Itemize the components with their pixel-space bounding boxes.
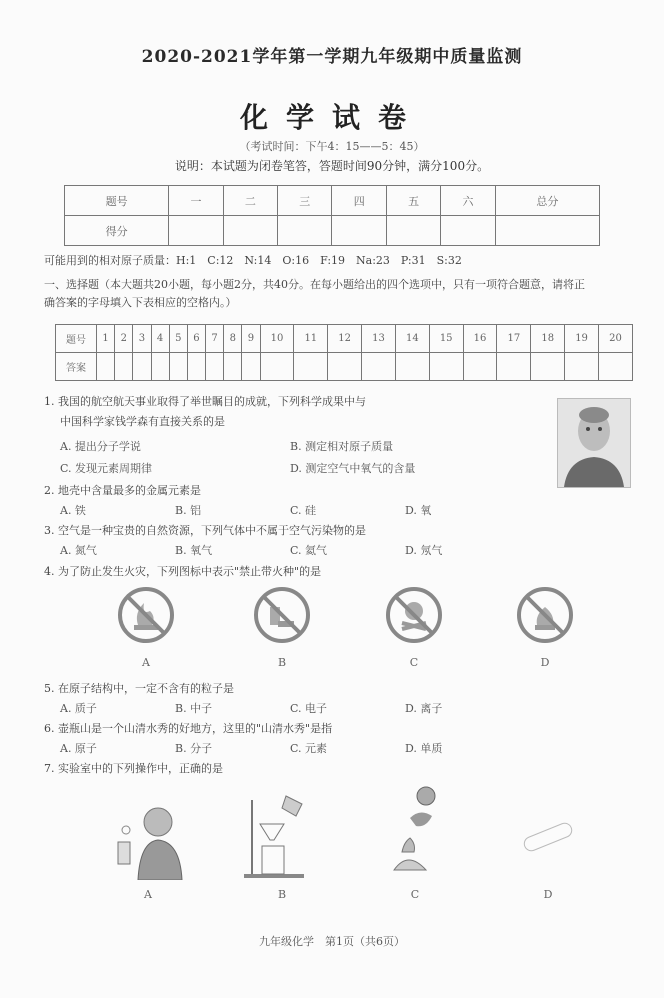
answer-cell[interactable]: [169, 353, 187, 381]
answer-cell[interactable]: [429, 353, 463, 381]
score-cell[interactable]: [223, 216, 277, 246]
section-one-line1: 一、选择题（本大题共20小题，每小题2分，共40分。在每小题给出的四个选项中，只有一项符合题意，请将正: [44, 278, 585, 291]
exam-time: （考试时间：下午4：15——5：45）: [239, 140, 425, 153]
answer-table-answer-row: [56, 353, 633, 381]
score-table-cell: 总分: [495, 186, 599, 216]
question-3-option-d: D. 氖气: [405, 544, 443, 557]
answer-table-number: 11: [294, 325, 328, 353]
answer-cell[interactable]: [115, 353, 133, 381]
answer-cell[interactable]: [97, 353, 115, 381]
answer-table-label: 题号: [56, 325, 97, 353]
test-tube-illustration-icon: [515, 810, 585, 874]
answer-table-number: 13: [362, 325, 396, 353]
sign-label-a: A: [142, 656, 150, 669]
atomic-masses: 可能用到的相对原子质量：H:1 C:12 N:14 O:16 F:19 Na:23 P:31 S:32: [44, 254, 462, 267]
answer-cell[interactable]: [328, 353, 362, 381]
answer-table-number: 6: [187, 325, 205, 353]
score-cell[interactable]: [386, 216, 440, 246]
answer-cell[interactable]: [206, 353, 224, 381]
sign-label-d: D: [540, 656, 550, 669]
score-cell[interactable]: [278, 216, 332, 246]
scientist-portrait-image: [557, 398, 631, 488]
instructions: 说明：本试题为闭卷笔答，答题时间90分钟，满分100分。: [174, 159, 490, 173]
question-5-option-c: C. 电子: [290, 702, 328, 715]
answer-table-number: 3: [133, 325, 151, 353]
no-open-flame-sign-icon: [515, 585, 575, 649]
question-3-option-a: A. 氮气: [60, 544, 97, 557]
answer-table-number: 10: [260, 325, 294, 353]
no-poison-sign-icon: [384, 585, 444, 649]
score-table-cell: 五: [386, 186, 440, 216]
answer-cell[interactable]: [497, 353, 531, 381]
question-2-stem: 2. 地壳中含量最多的金属元素是: [44, 484, 201, 497]
answer-table-number: 19: [565, 325, 599, 353]
score-table-cell: 六: [441, 186, 495, 216]
answer-cell[interactable]: [463, 353, 497, 381]
filtration-apparatus-icon: [240, 790, 320, 884]
question-1-stem-line2: 中国科学家钱学森有直接关系的是: [60, 415, 225, 428]
question-1-option-b: B. 测定相对原子质量: [290, 440, 394, 453]
figure-label-a: A: [144, 888, 152, 901]
question-3-stem: 3. 空气是一种宝贵的自然资源，下列气体中不属于空气污染物的是: [44, 524, 366, 537]
score-table-cell: 二: [223, 186, 277, 216]
answer-table-number: 9: [242, 325, 260, 353]
score-table-cell: 四: [332, 186, 386, 216]
exam-title: 2020-2021学年第一学期九年级期中质量监测: [141, 47, 523, 67]
blowing-out-lamp-illustration-icon: [380, 780, 450, 884]
answer-table-number: 7: [206, 325, 224, 353]
answer-table-number: 2: [115, 325, 133, 353]
answer-table-label: 答案: [56, 353, 97, 381]
score-table-cell: 三: [278, 186, 332, 216]
answer-table-number: 8: [224, 325, 242, 353]
question-3-option-c: C. 氦气: [290, 544, 328, 557]
answer-table-number: 16: [463, 325, 497, 353]
question-1-option-c: C. 发现元素周期律: [60, 462, 153, 475]
score-cell[interactable]: [441, 216, 495, 246]
answer-cell[interactable]: [395, 353, 429, 381]
score-table-cell: 一: [169, 186, 223, 216]
question-6-option-d: D. 单质: [405, 742, 443, 755]
section-one-instructions: [44, 276, 585, 312]
question-2-option-d: D. 氧: [405, 504, 432, 517]
answer-table-number: 20: [598, 325, 632, 353]
question-1-option-d: D. 测定空气中氧气的含量: [290, 462, 416, 475]
no-fire-sign-icon: [116, 585, 176, 649]
answer-table-number: 14: [395, 325, 429, 353]
answer-cell[interactable]: [362, 353, 396, 381]
question-6-option-b: B. 分子: [175, 742, 213, 755]
question-5-stem: 5. 在原子结构中，一定不含有的粒子是: [44, 682, 234, 695]
answer-table-number: 4: [151, 325, 169, 353]
question-1-stem-line1: 1. 我国的航空航天事业取得了举世瞩目的成就，下列科学成果中与: [44, 395, 366, 408]
score-table-score-row: [65, 216, 600, 246]
page-footer: 九年级化学 第1页（共6页）: [259, 935, 405, 948]
question-5-option-a: A. 质子: [60, 702, 97, 715]
answer-cell[interactable]: [187, 353, 205, 381]
sign-label-b: B: [277, 656, 287, 669]
figure-label-d: D: [543, 888, 553, 901]
question-6-stem: 6. 壶瓶山是一个山清水秀的好地方，这里的"山清水秀"是指: [44, 722, 333, 735]
answer-cell[interactable]: [151, 353, 169, 381]
answer-cell[interactable]: [260, 353, 294, 381]
answer-table-number: 17: [497, 325, 531, 353]
answer-cell[interactable]: [224, 353, 242, 381]
question-4-stem: 4. 为了防止发生火灾，下列图标中表示"禁止带火种"的是: [44, 565, 322, 578]
score-cell[interactable]: [169, 216, 223, 246]
subject-title: 化学试卷: [239, 101, 424, 134]
question-6-option-c: C. 元素: [290, 742, 328, 755]
answer-cell[interactable]: [294, 353, 328, 381]
answer-cell[interactable]: [565, 353, 599, 381]
answer-table-number-row: [56, 325, 633, 353]
question-5-option-d: D. 离子: [405, 702, 443, 715]
score-label: 得分: [65, 216, 169, 246]
answer-table-number: 1: [97, 325, 115, 353]
question-6-option-a: A. 原子: [60, 742, 97, 755]
answer-table-number: 18: [531, 325, 565, 353]
figure-label-c: C: [410, 888, 420, 901]
answer-cell[interactable]: [242, 353, 260, 381]
section-one-line2: 确答案的字母填入下表相应的空格内。）: [44, 296, 237, 309]
sign-label-c: C: [409, 656, 419, 669]
answer-table-number: 5: [169, 325, 187, 353]
question-3-option-b: B. 氧气: [175, 544, 213, 557]
score-table-header-row: [65, 186, 600, 216]
smelling-gas-illustration-icon: [108, 800, 188, 884]
answer-table-number: 15: [429, 325, 463, 353]
answer-cell[interactable]: [133, 353, 151, 381]
question-2-option-b: B. 铝: [175, 504, 202, 517]
question-1-option-a: A. 提出分子学说: [60, 440, 141, 453]
score-cell[interactable]: [495, 216, 599, 246]
question-2-option-a: A. 铁: [60, 504, 86, 517]
answer-cell[interactable]: [531, 353, 565, 381]
score-table-cell: 题号: [65, 186, 169, 216]
question-2-option-c: C. 硅: [290, 504, 317, 517]
question-5-option-b: B. 中子: [175, 702, 213, 715]
score-table: [64, 185, 600, 246]
answer-table-number: 12: [328, 325, 362, 353]
score-cell[interactable]: [332, 216, 386, 246]
answer-table: [55, 324, 633, 381]
answer-cell[interactable]: [598, 353, 632, 381]
no-smoking-sign-icon: [252, 585, 312, 649]
question-7-stem: 7. 实验室中的下列操作中，正确的是: [44, 762, 223, 775]
figure-label-b: B: [277, 888, 287, 901]
